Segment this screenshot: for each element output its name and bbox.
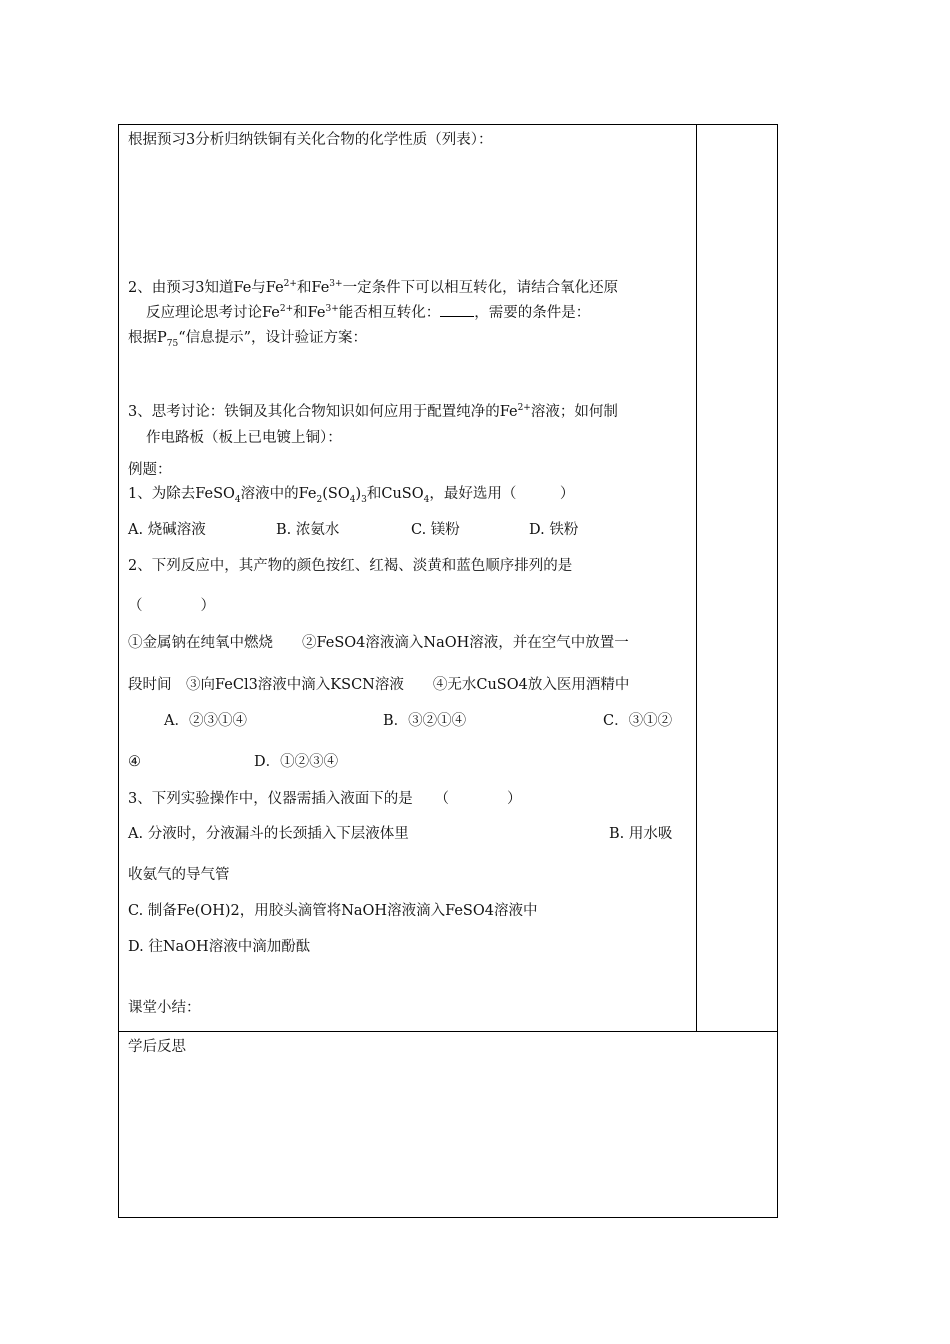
q2-line-2: 反应理论思考讨论$Fe^{2+}$和$Fe^{3+}$能否相互转化： ，需要的条件是： (146, 304, 591, 321)
ex2-paren: （ ） (128, 598, 215, 614)
q3-line-2: 作电路板（板上已电镀上铜）： (146, 430, 342, 446)
ex2-option-d: D．①②③④ (254, 754, 339, 770)
q2-line-3: 根据$P_{75}“$信息提示”，设计验证方案： (128, 330, 368, 349)
notes-column (697, 125, 777, 1032)
ex2-line-1: ①金属钠在纯氧中燃烧 ②FeSO4溶液滴入NaOH溶液，并在空气中放置一 (128, 635, 629, 651)
ex3-option-b: B. 用水吸 (609, 826, 673, 842)
content-cell (119, 125, 697, 1032)
ex2-stem: 2、下列反应中，其产物的颜色按红、红褐、淡黄和蓝色顺序排列的是 (128, 558, 573, 574)
worksheet-table (118, 124, 778, 1218)
class-summary-label: 课堂小结： (128, 1000, 201, 1016)
ex3-option-d: D. 往NaOH溶液中滴加酚酞 (128, 939, 311, 955)
ex1-option-d: D. 铁粉 (529, 522, 579, 538)
ex1-stem: 1、为除去FeSO$_4$溶液中的$Fe_2(SO_4)_3$和CuSO$_4$，最好选用（ ） (128, 486, 575, 505)
ex2-option-c: C．③①② (603, 713, 673, 729)
reflection-title: 学后反思 (128, 1039, 186, 1055)
ex2-option-b: B．③②①④ (383, 713, 467, 729)
ex3-option-b-cont: 收氨气的导气管 (128, 867, 230, 883)
reflection-cell (119, 1032, 777, 1217)
answer-blank (440, 304, 474, 317)
ex1-option-a: A. 烧碱溶液 (128, 522, 206, 538)
ex1-option-c: C. 镁粉 (411, 522, 460, 538)
q3-line-1: 3、思考讨论：铁铜及其化合物知识如何应用于配置纯净的$Fe^{2+}$溶液；如何制 (128, 403, 618, 420)
ex3-option-a: A. 分液时，分液漏斗的长颈插入下层液体里 (128, 826, 409, 842)
ex2-option-c-cont: ④ (128, 754, 141, 770)
intro-text: 根据预习3分析归纳铁铜有关化合物的化学性质（列表）： (128, 132, 493, 148)
examples-label: 例题： (128, 462, 172, 478)
ex2-option-a: A．②③①④ (164, 713, 247, 729)
ex3-stem: 3、下列实验操作中，仪器需插入液面下的是 （ ） (128, 791, 522, 807)
ex2-line-2: 段时间 ③向FeCl3溶液中滴入KSCN溶液 ④无水CuSO4放入医用酒精中 (128, 677, 630, 693)
q2-line-1: 2、由预习3知道Fe与$Fe^{2+}$和$Fe^{3+}$一定条件下可以相互转化，请结合氧化还原 (128, 279, 619, 296)
ex1-option-b: B. 浓氨水 (276, 522, 340, 538)
ex3-option-c: C. 制备Fe(OH)2，用胶头滴管将NaOH溶液滴入FeSO4溶液中 (128, 903, 538, 919)
